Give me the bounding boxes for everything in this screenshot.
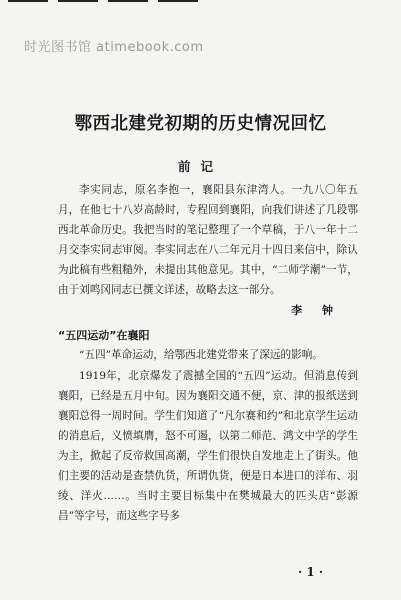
author-signature: 李 钟 (291, 304, 341, 317)
page-number: · 1 · (298, 565, 324, 579)
top-rule-2 (58, 0, 98, 2)
top-rule-4 (158, 0, 198, 2)
watermark: 时光图书馆 atimebook.com (24, 40, 204, 55)
foreword-paragraph: 李实同志，原名李抱一，襄阳县东津湾人。一九八〇年五月，在他七十八岁高龄时，专程回到襄阳，向我们讲述了几段鄂西北革命历史。我把当时的笔记整理了一个草稿，于八一年十二月交李实同志审阅。李实同志在八二年元月十四日来信中，除认为此稿有些粗糙外，未提出其他意见。其中，“二师学潮”一节，由于刘鸣冈同志已撰文详述，故略去这一部分。 (58, 184, 358, 296)
body-paragraph: “五四”革命运动，给鄂西北建党带来了深远的影响。 (79, 349, 323, 361)
page-title: 鄂西北建党初期的历史情况回忆 (74, 114, 327, 134)
foreword-heading: 前记 (177, 159, 223, 174)
section-heading: “五四运动”在襄阳 (58, 329, 150, 342)
top-rule-1 (8, 0, 48, 2)
top-rule-3 (108, 0, 148, 2)
body-paragraph: 1919年，北京爆发了震撼全国的“五四”运动。但消息传到襄阳，已经是五月中旬。因为襄阳交通不便，京、津的报纸送到襄阳总得一周时间。学生们知道了“凡尔赛和约”和北京学生运动的消息后，义愤填膺，怒不可遏，以第二师范、鸿文中学的学生为主，掀起了反帝救国高潮，学生们很快自发地走上了街头。他们主要的活动是查禁仇货，所谓仇货，便是日本进口的洋布、羽绫、洋火……。当时主要目标集中在樊城最大的匹头店“彭源昌”等字号，而这些字号多 (58, 370, 358, 522)
